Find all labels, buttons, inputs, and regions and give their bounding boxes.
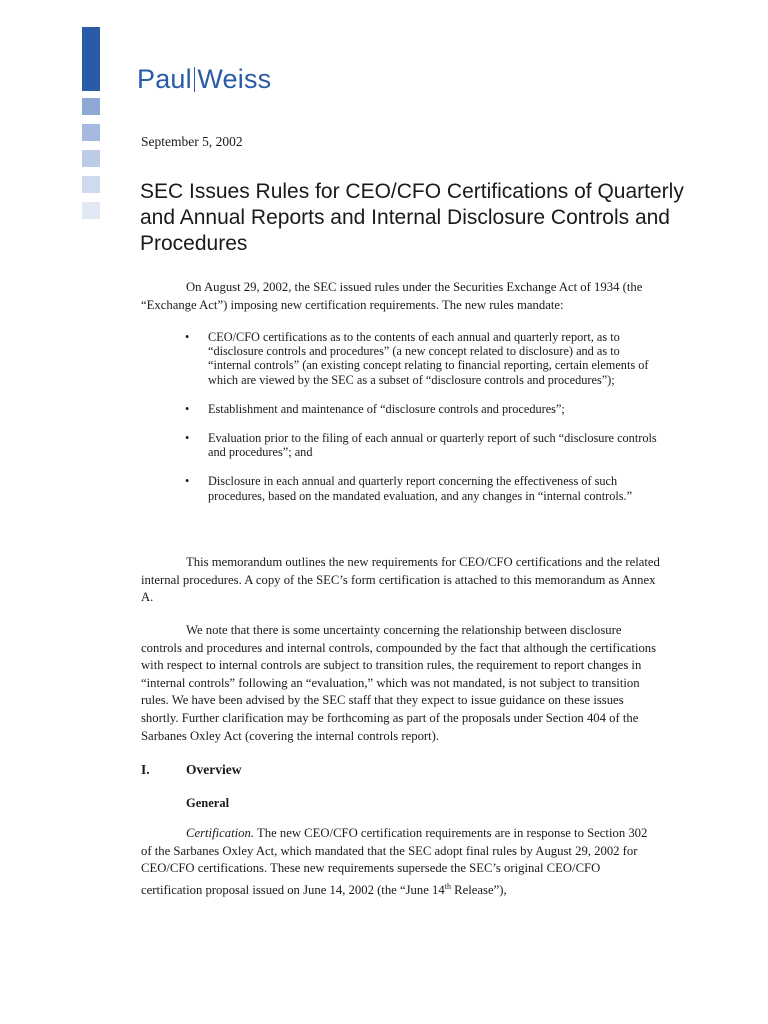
- superscript-th: th: [444, 881, 451, 891]
- logo-bar-dark: [82, 27, 100, 91]
- memo-outline-paragraph: [141, 554, 661, 607]
- memo-outline-text: This memorandum outlines the new requirements for CEO/CFO certifications and the related internal procedures. A copy of the SEC’s form certification is attached to this memorandum as Annex A.: [141, 555, 660, 605]
- logo-bar-2: [82, 124, 100, 141]
- firm-logo: [137, 64, 271, 95]
- section-heading: [141, 762, 241, 778]
- bullet-icon: •: [185, 401, 190, 416]
- memo-date: September 5, 2002: [141, 134, 243, 149]
- logo-separator: [194, 67, 196, 92]
- logo-bar-3: [82, 150, 100, 167]
- logo-bar-4: [82, 176, 100, 193]
- logo-bar-5: [82, 202, 100, 219]
- uncertainty-paragraph: [141, 622, 661, 745]
- section-title: Overview: [186, 762, 242, 777]
- list-item-text: Disclosure in each annual and quarterly report concerning the effectiveness of such procedures, based on the mandated evaluation, and any changes in “internal controls.”: [208, 474, 633, 503]
- logo-bar-1: [82, 98, 100, 115]
- list-item: [185, 431, 665, 459]
- mandate-list: [185, 330, 665, 518]
- section-number: I.: [141, 762, 150, 777]
- list-item-text: CEO/CFO certifications as to the contents of each annual and quarterly report, as to “disclosure controls and procedures” (a new concept related to disclosure) and as to “internal controls” (an existing concept relating to financial reporting, certain elements of which are viewed by the SEC as a subset of “disclosure controls and procedures”);: [208, 330, 649, 387]
- certification-lead: Certification.: [186, 826, 255, 840]
- bullet-icon: •: [185, 431, 190, 446]
- subsection-heading: General: [186, 796, 230, 810]
- list-item-text: Evaluation prior to the filing of each annual or quarterly report of such “disclosure controls and procedures”; and: [208, 431, 657, 460]
- intro-paragraph: [141, 279, 661, 314]
- page-title: SEC Issues Rules for CEO/CFO Certifications of Quarterly and Annual Reports and Internal Disclosure Controls and Procedures: [140, 180, 684, 255]
- list-item: [185, 402, 665, 416]
- uncertainty-text: We note that there is some uncertainty concerning the relationship between disclosure controls and procedures and internal controls, compounded by the fact that although the certifications with respect to internal controls are subject to transition rules, the requirement to report changes in “internal controls” following an “evaluation,” which was not mandated, is not subject to transition rules. We have been advised by the SEC staff that they expect to issue guidance on these issues shortly. Further clarification may be forthcoming as part of the proposals under Section 404 of the Sarbanes Oxley Act (covering the internal controls report).: [141, 623, 657, 743]
- intro-text: On August 29, 2002, the SEC issued rules under the Securities Exchange Act of 1934 (the “Exchange Act”) imposing new certification requirements. The new rules mandate:: [141, 280, 643, 312]
- logo-part2: Weiss: [197, 64, 272, 94]
- list-item: [185, 330, 665, 387]
- bullet-icon: •: [185, 474, 190, 489]
- bullet-icon: •: [185, 330, 190, 344]
- certification-tail: Release”),: [450, 883, 507, 898]
- logo-part1: Paul: [137, 64, 192, 94]
- certification-paragraph: [141, 825, 661, 900]
- list-item: [185, 474, 665, 502]
- list-item-text: Establishment and maintenance of “disclosure controls and procedures”;: [208, 401, 565, 416]
- certification-text: The new CEO/CFO certification requirements are in response to Section 302 of the Sarbanes Oxley Act, which mandated that the SEC adopt final rules by August 29, 2002 for CEO/CFO certifications. These new requirements supersede the SEC’s original CEO/CFO certification proposal issued on June 14, 2002 (the “June 14: [141, 826, 648, 898]
